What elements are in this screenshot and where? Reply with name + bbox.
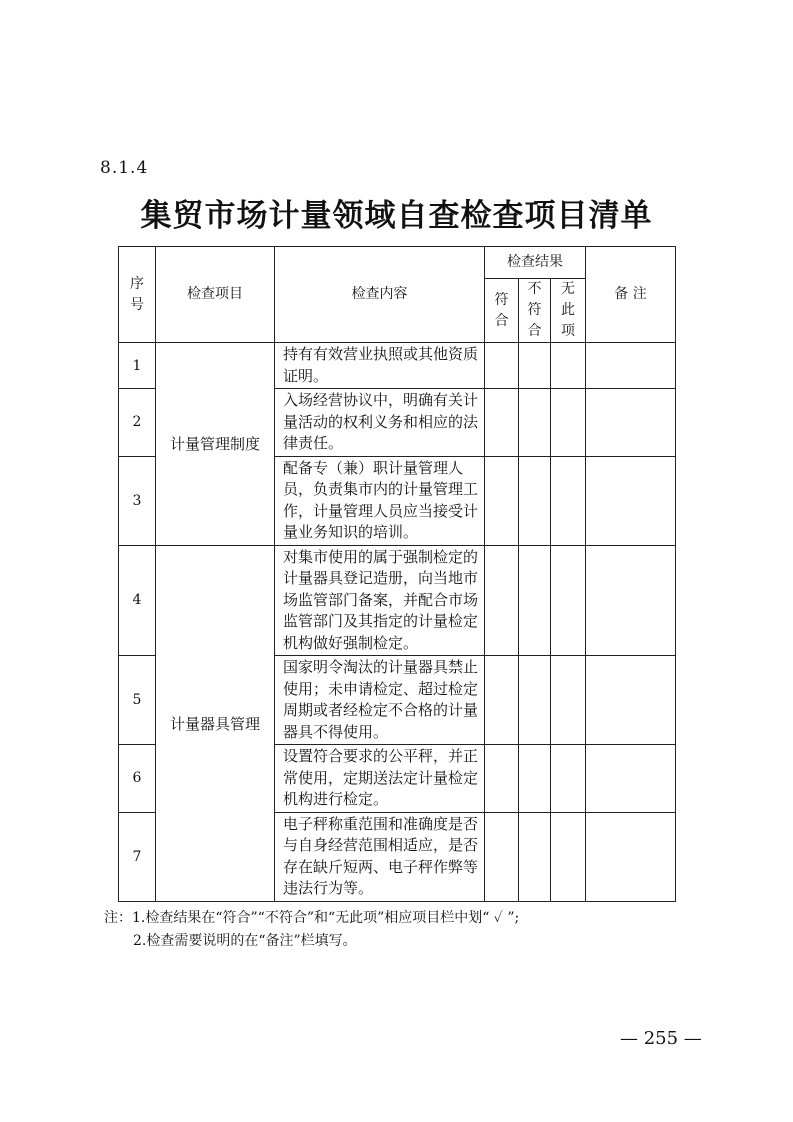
page-number: — 255 —	[620, 1028, 702, 1049]
remark-cell[interactable]	[586, 745, 676, 813]
remark-cell[interactable]	[586, 812, 676, 901]
row-number: 6	[119, 745, 156, 813]
checklist-table	[118, 246, 676, 902]
header-conform: 符合	[485, 279, 519, 343]
remark-cell[interactable]	[586, 456, 676, 545]
not-conform-cell[interactable]	[519, 545, 551, 656]
header-content: 检查内容	[275, 247, 485, 343]
not-applicable-cell[interactable]	[551, 343, 586, 389]
remark-cell[interactable]	[586, 343, 676, 389]
section-number: 8.1.4	[100, 158, 149, 178]
header-not-conform: 不符合	[519, 279, 551, 343]
remark-cell[interactable]	[586, 545, 676, 656]
remark-cell[interactable]	[586, 389, 676, 457]
not-conform-cell[interactable]	[519, 656, 551, 745]
remark-cell[interactable]	[586, 656, 676, 745]
footnote	[104, 907, 519, 953]
table-row	[119, 343, 676, 389]
not-conform-cell[interactable]	[519, 343, 551, 389]
not-applicable-cell[interactable]	[551, 545, 586, 656]
not-applicable-cell[interactable]	[551, 745, 586, 813]
not-conform-cell[interactable]	[519, 812, 551, 901]
header-row-1	[119, 247, 676, 279]
not-applicable-cell[interactable]	[551, 812, 586, 901]
conform-cell[interactable]	[485, 656, 519, 745]
row-number: 3	[119, 456, 156, 545]
not-conform-cell[interactable]	[519, 456, 551, 545]
not-conform-cell[interactable]	[519, 389, 551, 457]
header-item: 检查项目	[156, 247, 275, 343]
footnote-line-2: 2.检查需要说明的在“备注”栏填写。	[133, 933, 357, 949]
row-number: 5	[119, 656, 156, 745]
conform-cell[interactable]	[485, 745, 519, 813]
row-number: 2	[119, 389, 156, 457]
group-label: 计量管理制度	[156, 343, 275, 546]
row-content: 对集市使用的属于强制检定的计量器具登记造册，向当地市场监管部门备案，并配合市场监管部门及其指定的计量检定机构做好强制检定。	[275, 545, 485, 656]
conform-cell[interactable]	[485, 545, 519, 656]
row-content: 设置符合要求的公平秤，并正常使用，定期送法定计量检定机构进行检定。	[275, 745, 485, 813]
row-number: 4	[119, 545, 156, 656]
row-content: 入场经营协议中，明确有关计量活动的权利义务和相应的法律责任。	[275, 389, 485, 457]
row-number: 7	[119, 812, 156, 901]
row-number: 1	[119, 343, 156, 389]
conform-cell[interactable]	[485, 343, 519, 389]
row-content: 持有有效营业执照或其他资质证明。	[275, 343, 485, 389]
not-applicable-cell[interactable]	[551, 656, 586, 745]
header-result: 检查结果	[485, 247, 586, 279]
conform-cell[interactable]	[485, 812, 519, 901]
header-not-applicable: 无此项	[551, 279, 586, 343]
document-title: 集贸市场计量领域自查检查项目清单	[140, 198, 653, 234]
table-row	[119, 545, 676, 656]
row-content: 配备专（兼）职计量管理人员，负责集市内的计量管理工作，计量管理人员应当接受计量业务知识的培训。	[275, 456, 485, 545]
header-remark: 备 注	[586, 247, 676, 343]
header-seq: 序号	[119, 247, 156, 343]
conform-cell[interactable]	[485, 456, 519, 545]
not-applicable-cell[interactable]	[551, 389, 586, 457]
row-content: 国家明令淘汰的计量器具禁止使用；未申请检定、超过检定周期或者经检定不合格的计量器具不得使用。	[275, 656, 485, 745]
row-content: 电子秤称重范围和准确度是否与自身经营范围相适应，是否存在缺斤短两、电子秤作弊等违法行为等。	[275, 812, 485, 901]
not-applicable-cell[interactable]	[551, 456, 586, 545]
footnote-line-1: 注：1.检查结果在“符合”“不符合”和“无此项”相应项目栏中划“ ✓ ”;	[104, 910, 520, 926]
group-label: 计量器具管理	[156, 545, 275, 901]
conform-cell[interactable]	[485, 389, 519, 457]
not-conform-cell[interactable]	[519, 745, 551, 813]
